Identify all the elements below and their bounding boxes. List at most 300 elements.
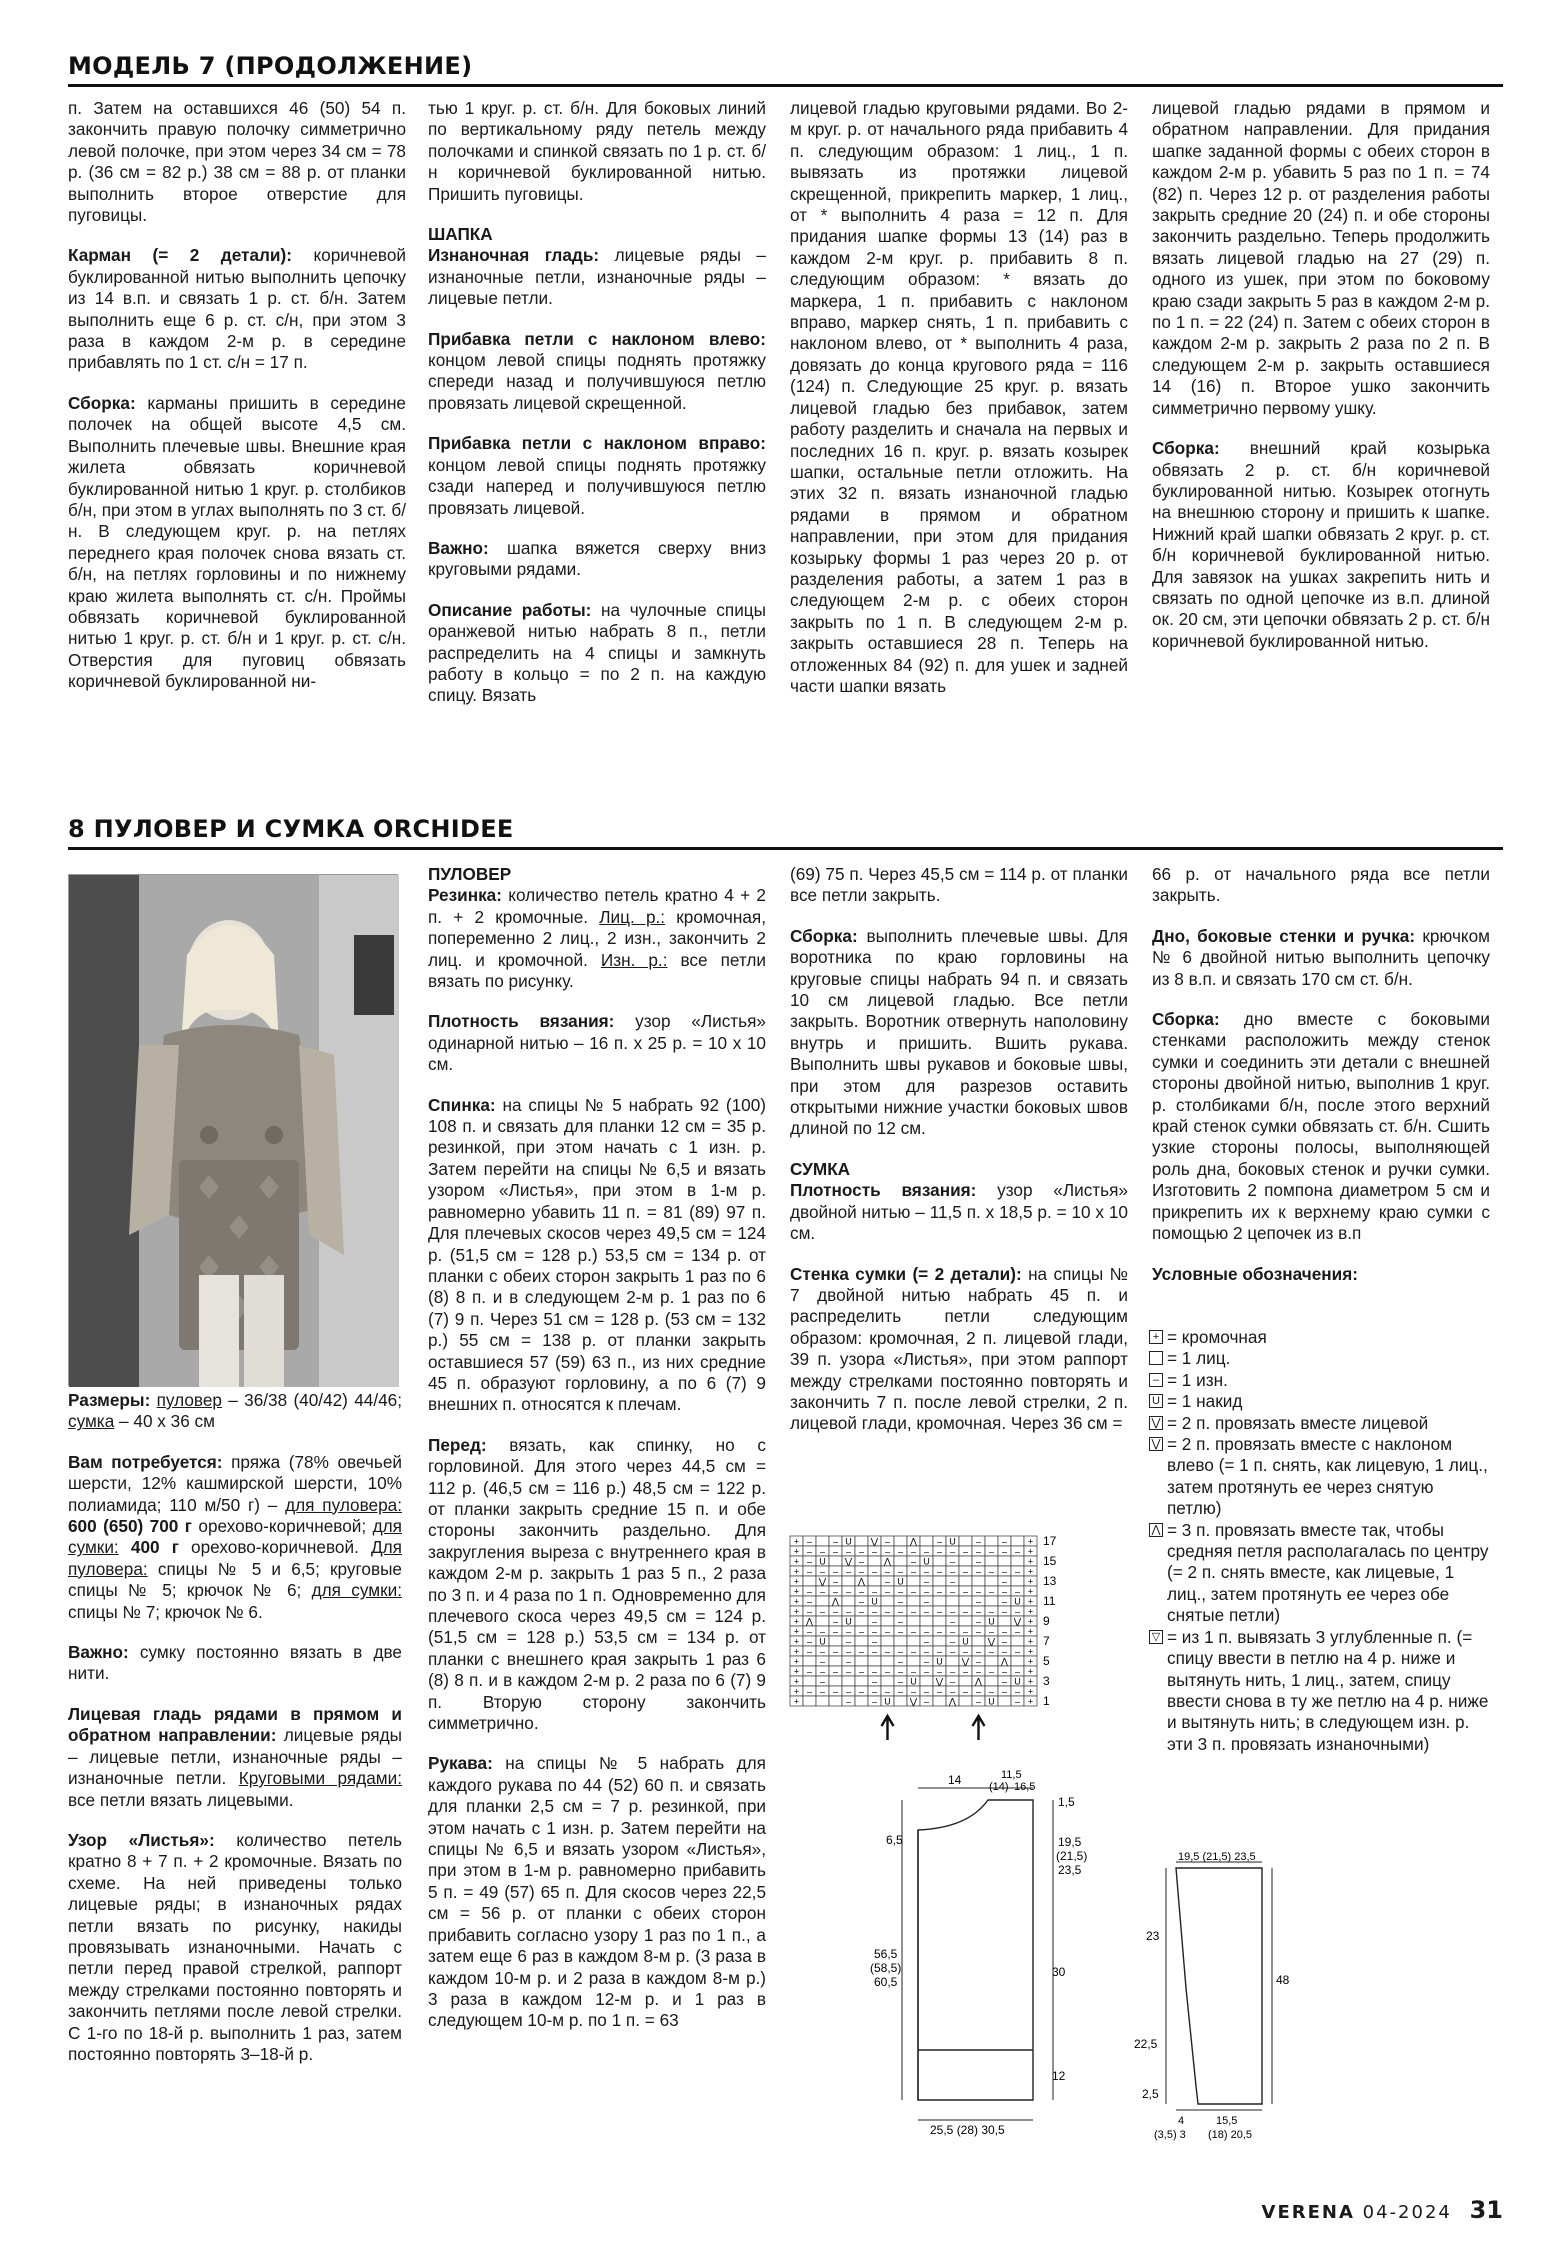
chart-cell-symbol: – [988,1586,995,1597]
paragraph-inc-left [428,329,766,415]
chart-cell [959,1616,972,1626]
chart-cell [985,1556,998,1566]
chart-cell-symbol: – [819,1546,826,1557]
s2-column-2 [428,864,766,2051]
chart-cell-symbol: – [975,1566,982,1577]
paragraph-rib [428,885,766,992]
chart-cell-symbol: – [1001,1596,1008,1607]
chart-cell-symbol: U [845,1536,852,1547]
chart-cell-symbol: U [871,1596,878,1607]
repeat-arrow-icon [973,1716,985,1740]
chart-cell [894,1556,907,1566]
chart-cell-symbol: + [793,1616,800,1627]
paragraph-text: лицевые ряды – изнаночные петли, изнаночные ряды – лицевые петли. [428,245,766,309]
text: Круговыми рядами: [238,1768,402,1789]
paragraph-leaf [68,1830,402,2065]
text: выполнить плечевые швы. Для воротника по краю горловины на круговые спицы набрать 94 п. и связать 10 см лицевой гладью. Все петли закрыть. Воротник отвернуть наполовину внутрь и пришить. Вшить рукава. Выполнить швы рукавов и боковые швы, при этом для разрезов оставить открытыми нижние участки боковых швов длиной по 12 см. [790,925,1128,1139]
chart-cell-symbol: – [936,1586,943,1597]
chart-cell-symbol: – [832,1646,839,1657]
dim-1-5: 1,5 [1058,1795,1075,1809]
chart-cell-symbol: – [962,1646,969,1657]
chart-cell [1011,1556,1024,1566]
s1-column-4 [1152,98,1490,671]
dim-21-5: (21,5) [1056,1849,1088,1863]
chart-cell [881,1676,894,1686]
chart-cell [920,1536,933,1546]
chart-cell [946,1596,959,1606]
chart-cell-symbol: + [793,1636,800,1647]
chart-cell [1011,1536,1024,1546]
chart-cell-symbol: – [988,1686,995,1697]
chart-cell-symbol: – [936,1606,943,1617]
chart-cell-symbol: – [845,1606,852,1617]
chart-cell-symbol: – [1014,1626,1021,1637]
paragraph-text: внешний край козырька обвязать 2 р. ст. б/н коричневой буклированной нитью. Козырек отогнуть на внешнюю сторону и пришить к шапке. Нижний край шапки обвязать 2 круг. р. ст. б/н коричневой буклированной нитью. Для завязок на ушках закрепить нить и связать по одной цепочке из в.п. длиной ок. 20 см, эти цепочки обвязать 2 р. ст. б/н коричневой буклированной нитью. [1152,438,1490,651]
chart-cell [855,1656,868,1666]
pullover-dimension-lines [902,1788,1053,2120]
chart-cell-symbol: – [897,1586,904,1597]
chart-cell-symbol: – [806,1666,813,1677]
sizes-pullover: пуловер [156,1390,222,1410]
chart-cell [829,1696,842,1706]
chart-cell-symbol: – [1001,1546,1008,1557]
chart-cell-symbol: + [793,1656,800,1667]
chart-cell-symbol: U [962,1636,969,1647]
chart-cell-symbol: – [884,1666,891,1677]
chart-cell [894,1536,907,1546]
chart-cell-symbol: – [949,1616,956,1627]
paragraph-text: концом левой спицы поднять протяжку спереди назад и получившуюся петлю провязать лицевой скрещенной. [428,350,766,413]
chart-cell [868,1656,881,1666]
text: количество петель кратно 4 + 2 п. + 2 кромочные. [428,885,766,927]
chart-cell-symbol: – [858,1646,865,1657]
chart-cell-symbol: – [1001,1676,1008,1687]
chart-cell [933,1576,946,1586]
paragraph-text: карманы пришить в середине полочек на общей высоте 4,5 см. Выполнить плечевые швы. Внешние края жилета обвязать коричневой буклированной нитью 1 круг. р. столбиков б/н, при этом в углах выполнять по 3 ст. б/н. В следующем круг. р. на петлях переднего края полочек снова вязать ст. б/н, на петлях горловины и по нижнему краю жилета выполнять ст. с/н. Проймы обвязать коричневой буклированной нитью 1 круг. р. ст. б/н и 1 круг. р. ст. с/н. Отверстия для пуговиц обвязать коричневой буклированной ни- [68,392,406,692]
dim-23-5: 23,5 [1058,1863,1082,1877]
chart-cell [998,1696,1011,1706]
paragraph-pocket [68,245,406,373]
chart-cell-symbol: ⋀ [831,1596,840,1607]
chart-cell [855,1616,868,1626]
chart-cell-symbol: – [910,1646,917,1657]
chart-cell-symbol: – [819,1586,826,1597]
paragraph-bag-density [790,1180,1128,1244]
chart-cell-symbol: – [1014,1646,1021,1657]
chart-row-label: 7 [1043,1634,1050,1648]
paragraph: тью 1 круг. р. ст. б/н. Для боковых линий по вертикальному ряду петель между полочками и спинкой связать по 1 р. ст. б/н коричневой буклированной нитью. Пришить пуговицы. [428,98,766,204]
chart-cell-symbol: – [897,1606,904,1617]
chart-cell-symbol: – [845,1646,852,1657]
hat-heading: ШАПКА [428,224,493,245]
chart-cell-symbol: ⋁ [961,1656,970,1667]
chart-cell [933,1596,946,1606]
chart-cell-symbol: – [897,1656,904,1667]
chart-cell-symbol: – [819,1676,826,1687]
chart-cell-symbol: – [936,1666,943,1677]
legend-text: = 1 накид [1167,1391,1243,1412]
legend-text: = 2 п. провязать вместе лицевой [1167,1412,1429,1433]
chart-cell-symbol: – [884,1606,891,1617]
chart-cell-symbol: ⋀ [1000,1656,1009,1667]
chart-cell [959,1696,972,1706]
chart-cell-symbol: – [923,1656,930,1667]
inc-left-heading: Прибавка петли с наклоном влево: [428,328,766,349]
chart-cell-symbol: + [793,1696,800,1707]
paragraph-text: шапка вяжется сверху вниз круговыми рядами. [428,537,766,580]
chart-cell-symbol: – [975,1546,982,1557]
legend-symbol-icon: – [1149,1373,1163,1387]
chart-cell [920,1676,933,1686]
chart-cell-symbol: U [884,1696,891,1707]
chart-cell-symbol: – [832,1606,839,1617]
legend-text: = 3 п. провязать вместе так, чтобы средняя петля располагалась по центру (= 2 п. снять вместе, как лицевые, 1 лиц., затем протянуть ее через обе снятые петли) [1167,1519,1489,1626]
chart-cell-symbol: + [1027,1676,1034,1687]
chart-cell-symbol: – [923,1586,930,1597]
dim-bottom: 25,5 (28) 30,5 [930,2123,1005,2137]
paragraph-work [428,600,766,707]
chart-cell-symbol: – [949,1566,956,1577]
chart-cell-symbol: – [923,1606,930,1617]
legend-item [1149,1348,1489,1369]
chart-cell-symbol: – [871,1566,878,1577]
chart-cell-symbol: – [845,1566,852,1577]
chart-cell-symbol: + [1027,1656,1034,1667]
chart-cell-symbol: – [936,1536,943,1547]
chart-cell-symbol: ⋀ [883,1556,892,1567]
chart-cell-symbol: – [988,1666,995,1677]
chart-cell-symbol: – [897,1616,904,1627]
inc-right-heading: Прибавка петли с наклоном вправо: [428,433,766,454]
chart-cell-symbol: – [884,1536,891,1547]
chart-cell [985,1536,998,1546]
chart-cell-symbol: + [1027,1696,1034,1707]
paragraph-materials [68,1452,402,1623]
chart-cell-symbol: – [806,1636,813,1647]
chart-cell-symbol: ⋁ [844,1556,853,1567]
chart-cell-symbol: – [962,1606,969,1617]
text: 400 г [118,1537,179,1558]
text: Лиц. р.: [599,906,666,927]
materials-heading: Вам потребуется: [68,1451,223,1472]
chart-cell [985,1576,998,1586]
chart-cell [829,1656,842,1666]
chart-cell-symbol: U [923,1556,930,1567]
chart-cell-symbol: – [897,1676,904,1687]
legend-item [1149,1391,1489,1412]
dim-18: (18) 20,5 [1208,2129,1253,2141]
chart-cell-symbol: – [1001,1576,1008,1587]
chart-cell [894,1696,907,1706]
chart-cell-symbol: – [975,1556,982,1567]
paragraph-inc-right [428,433,766,519]
chart-cell-symbol: – [936,1546,943,1557]
chart-cell [803,1696,816,1706]
dim-14b: (14) [989,1781,1009,1793]
chart-cell-symbol: + [1027,1536,1034,1547]
text: спицы № 7; крючок № 6. [68,1601,263,1622]
paragraph: (69) 75 п. Через 45,5 см = 114 р. от планки все петли закрыть. [790,864,1128,906]
dim-48: 48 [1276,1973,1290,1987]
text: на спицы № 5 набрать 92 (100) 108 п. и связать для планки 12 см = 35 р. резинкой, при этом начать с 1 изн. р. Затем перейти на спицы № 6,5 и вязать узором «Листья», при этом в 1-м р. равномерно убавить 11 п. = 81 (89) 97 п. Для плечевых скосов через 49,5 см = 124 р. (51,5 см = 128 р.) 53,5 см = 134 р. от планки с обеих сторон закрыть 1 раз по 6 (8) 8 п. и в следующем 2-м р. 1 раз по 6 (7) 9 п. Через 51 см = 128 р. (53 см = 132 р.) 55 см = 138 р. от планки закрыть оставшиеся 57 (59) 63 п., из них средние 45 п. образуют горловину, а по 6 (7) 9 внешних п. относятся к плечам. [428,1094,766,1415]
chart-cell [829,1556,842,1566]
dim-12: 12 [1052,2069,1066,2083]
chart-cell [842,1676,855,1686]
chart-cell-symbol: – [819,1656,826,1667]
chart-cell-symbol: + [1027,1666,1034,1677]
legend-heading: Условные обозначения: [1152,1263,1358,1284]
chart-cell-symbol: – [1001,1586,1008,1597]
text: узор «Листья» одинарной нитью – 16 п. x 25 р. = 10 x 10 см. [428,1011,766,1075]
chart-cell [933,1696,946,1706]
chart-cell-symbol: – [923,1666,930,1677]
paragraph-text: на чулочные спицы оранжевой нитью набрать 8 п., петли распределить на 4 спицы и замкнуть работу в кольцо = по 2 п. на каждую спицу. Вязать [428,599,766,706]
chart-cell [907,1616,920,1626]
chart-cell-symbol: + [793,1536,800,1547]
chart-cell-symbol: + [1027,1556,1034,1567]
chart-cell-symbol: ⋁ [818,1576,827,1587]
chart-row-label: 5 [1043,1654,1050,1668]
chart-cell-symbol: – [975,1666,982,1677]
chart-cell-symbol: ⋀ [948,1696,957,1707]
legend-text: = кромочная [1167,1327,1267,1347]
s1-column-2 [428,98,766,726]
chart-cell-symbol: – [949,1646,956,1657]
text: орехово-коричневой. [178,1537,372,1558]
legend-symbol-icon: ⋁ [1149,1416,1163,1430]
chart-cell-symbol: – [923,1696,930,1707]
chart-cell-symbol: – [949,1556,956,1567]
legend-item [1149,1627,1489,1755]
legend-symbol-icon: ▽ [1149,1630,1163,1644]
chart-cell-symbol: U [897,1576,904,1587]
chart-cell-symbol: – [871,1606,878,1617]
chart-cell [972,1576,985,1586]
paragraph-assembly [1152,438,1490,652]
paragraph-density [428,1011,766,1075]
legend-text: = из 1 п. вывязать 3 углубленные п. (= спицу ввести в петлю на 4 р. ниже и вытянуть нить, 1 лиц., затем, спицу ввести снова в ту же петлю на 4 р. ниже и вытянуть нить; в следующем изн. р. эти 3 п. провязать изнаночными) [1167,1626,1489,1754]
chart-cell-symbol: ⋁ [987,1636,996,1647]
chart-cell-symbol: – [975,1586,982,1597]
chart-cell-symbol: – [923,1626,930,1637]
chart-cell-symbol: – [845,1636,852,1647]
dim-30: 30 [1052,1965,1066,1979]
chart-cell-symbol: – [923,1596,930,1607]
chart-cell [855,1636,868,1646]
legend-item [1149,1520,1489,1627]
chart-cell-symbol: – [1014,1586,1021,1597]
text: орехово-коричневой; [191,1516,373,1537]
chart-cell-symbol: + [1027,1606,1034,1617]
text: для сумки: [311,1580,402,1601]
photo-illustration [69,875,399,1387]
paragraph-bottom [1152,926,1490,990]
chart-cell-symbol: – [858,1606,865,1617]
chart-cell-symbol: – [871,1646,878,1657]
chart-cell [907,1636,920,1646]
bag-wall-heading: Стенка сумки (= 2 детали): [790,1263,1022,1284]
dim-11-5: 11,5 [1001,1769,1022,1781]
knitting-chart [786,1532,1126,1742]
chart-cell-symbol: – [988,1566,995,1577]
chart-cell-symbol: – [936,1626,943,1637]
chart-cell-symbol: – [897,1546,904,1557]
dim-top: 19,5 (21,5) 23,5 [1178,1851,1256,1863]
chart-cell-symbol: – [1001,1686,1008,1697]
chart-cell-symbol: – [910,1546,917,1557]
legend-text: = 1 изн. [1167,1369,1228,1390]
text: все петли вязать по рисунку. [428,949,767,992]
stockinette-heading: Лицевая гладь рядами в прямом и обратном направлении: [68,1703,402,1746]
sizes-bag: сумка [68,1411,115,1432]
chart-cell-symbol: – [819,1606,826,1617]
chart-cell-symbol: – [975,1656,982,1667]
chart-cell-symbol: – [949,1636,956,1647]
chart-cell-symbol: – [832,1576,839,1587]
chart-cell [855,1676,868,1686]
chart-cell-symbol: – [962,1666,969,1677]
chart-cell-symbol: – [988,1546,995,1557]
chart-cell [1011,1576,1024,1586]
chart-cell-symbol: – [988,1646,995,1657]
chart-cell-symbol: – [806,1586,813,1597]
chart-cell-symbol: – [962,1546,969,1557]
chart-cell-symbol: – [845,1546,852,1557]
chart-cell-symbol: + [793,1626,800,1637]
chart-cell-symbol: U [988,1616,995,1627]
chart-cell [959,1556,972,1566]
chart-cell-symbol: – [845,1666,852,1677]
chart-cell-symbol: – [962,1566,969,1577]
purl-heading: Изнаночная гладь: [428,245,600,266]
chart-cell-symbol: ⋀ [974,1676,983,1687]
pullover-heading: ПУЛОВЕР [428,864,512,884]
sizes-heading: Размеры: [68,1390,151,1410]
back-heading: Спинка: [428,1094,496,1115]
paragraph: лицевой гладью рядами в прямом и обратном направлении. Для придания шапке заданной формы с обеих сторон в каждом 2-м р. убавить 5 раз по 1 п. = 74 (82) п. Через 12 р. от разделения работы закрыть средние 20 (24) п. и обе стороны закончить раздельно. Теперь продолжить вязать лицевой гладью на 27 (29) п. одного из ушек, при этом по боковому краю сзади закрыть 5 раз в каждом 2-м р. по 1 п. = 22 (24) п. Затем с обеих сторон в каждом 2-м р. закрыть 2 раза по 2 п. В следующем 2-м р. закрыть оставшиеся 14 (16) п. Второе ушко закончить симметрично первому ушку. [1152,98,1490,418]
paragraph-text: концом левой спицы поднять протяжку сзади наперед и получившуюся петлю провязать лицевой. [428,454,766,518]
chart-cell [881,1616,894,1626]
chart-cell-symbol: + [1027,1576,1034,1587]
s1-column-1 [68,98,406,712]
chart-cell-symbol: ⋁ [870,1536,879,1547]
paragraph-sizes [68,1390,402,1433]
chart-cell [985,1596,998,1606]
chart-cell [816,1696,829,1706]
chart-cell-symbol: – [832,1626,839,1637]
paragraph-purl [428,245,766,309]
chart-cell-symbol: + [793,1566,800,1577]
chart-cell-symbol: – [975,1536,982,1547]
chart-cell [920,1616,933,1626]
chart-cell-symbol: – [1001,1636,1008,1647]
pocket-heading: Карман (= 2 детали): [68,245,292,266]
chart-cell-symbol: – [975,1596,982,1607]
issue-number: 04-2024 [1362,2202,1452,2223]
chart-cell-symbol: – [832,1686,839,1697]
chart-cell-symbol: – [910,1586,917,1597]
chart-cell-symbol: U [988,1696,995,1707]
paragraph-stockinette [68,1704,402,1811]
chart-row-label: 15 [1043,1554,1057,1568]
text: для сумки: [68,1516,402,1558]
paragraph-assembly [1152,1009,1490,1244]
page-number: 31 [1469,2196,1503,2224]
chart-cell-symbol: – [858,1666,865,1677]
chart-cell [985,1656,998,1666]
chart-cell [803,1676,816,1686]
chart-cell-symbol: – [819,1646,826,1657]
chart-cell [907,1576,920,1586]
paragraph-assembly [790,926,1128,1140]
chart-cell-symbol: – [858,1566,865,1577]
dim-15-5: 15,5 [1216,2115,1238,2127]
chart-cell-symbol: – [884,1566,891,1577]
dim-22-5: 22,5 [1134,2037,1158,2051]
chart-cell-symbol: U [1014,1596,1021,1607]
chart-cell-symbol: – [832,1616,839,1627]
chart-cell [881,1636,894,1646]
chart-cell-symbol: + [793,1646,800,1657]
sleeve-schema [1126,1848,1290,2148]
chart-cell-symbol: U [910,1676,917,1687]
chart-cell-symbol: – [871,1686,878,1697]
dim-3-5: (3,5) 3 [1154,2129,1186,2141]
model-photo [68,874,398,1386]
chart-cell-symbol: – [1001,1646,1008,1657]
chart-cell-symbol: – [819,1666,826,1677]
chart-cell-symbol: – [910,1606,917,1617]
dim-4: 4 [1178,2115,1185,2127]
page-footer [1262,2196,1503,2224]
chart-cell-symbol: – [884,1646,891,1657]
chart-cell-symbol: – [871,1666,878,1677]
chart-cell-symbol: – [884,1686,891,1697]
chart-cell-symbol: – [910,1666,917,1677]
paragraph-important [68,1642,402,1685]
text: кромочная, попеременно 2 лиц., 2 изн., закончить 2 лиц. и кромочной. [428,906,766,970]
chart-cell-symbol: – [871,1626,878,1637]
chart-cell [816,1536,829,1546]
chart-cell [998,1616,1011,1626]
chart-cell-symbol: – [910,1686,917,1697]
chart-cell-symbol: + [1027,1546,1034,1557]
chart-cell-symbol: – [897,1646,904,1657]
chart-cell [933,1636,946,1646]
text: лицевые ряды – лицевые петли, изнаночные ряды – изнаночные петли. [68,1725,402,1789]
chart-cell-symbol: + [1027,1626,1034,1637]
chart-row-label: 13 [1043,1574,1057,1588]
chart-cell-symbol: – [884,1546,891,1557]
dim-16-5: 16,5 [1014,1781,1036,1793]
chart-cell-symbol: – [962,1686,969,1697]
text: Для пуловера: [68,1537,402,1579]
chart-cell [816,1616,829,1626]
chart-cell-symbol: + [1027,1686,1034,1697]
chart-cell-symbol: – [1014,1566,1021,1577]
chart-cell-symbol: ⋀ [857,1576,866,1587]
legend-item [1149,1370,1489,1391]
chart-cell-symbol: – [897,1566,904,1577]
text: крючком № 6 двойной нитью выполнить цепочку из 8 в.п. и связать 170 см ст. б/н. [1152,925,1490,989]
chart-cell-symbol: – [819,1566,826,1577]
chart-cell-symbol: – [806,1646,813,1657]
legend-item [1149,1327,1489,1348]
chart-cell-symbol: – [806,1546,813,1557]
front-heading: Перед: [428,1434,487,1455]
chart-cell-symbol: + [793,1596,800,1607]
chart-cell-symbol: ⋀ [805,1616,814,1627]
